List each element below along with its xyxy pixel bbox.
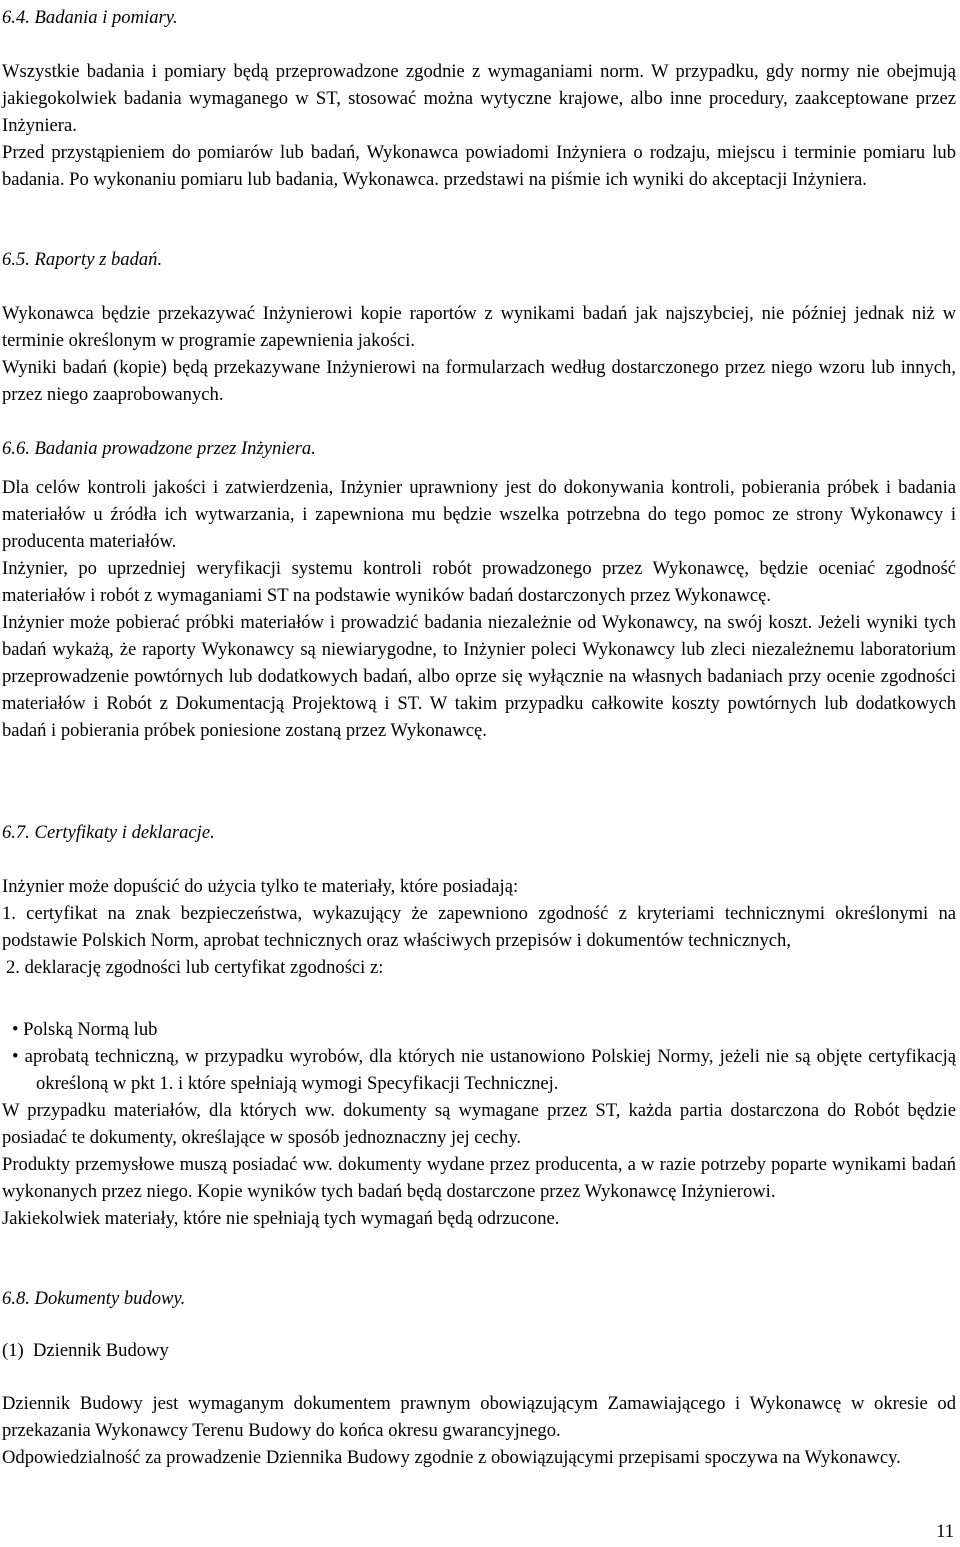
paragraph: W przypadku materiałów, dla których ww. dokumenty są wymagane przez ST, każda partia dostarczona do Robót będzie posiadać te dokumenty, określające w sposób jednoznaczny jej cechy.	[2, 1100, 956, 1148]
section-6-7-body	[2, 873, 956, 981]
section-6-7-bullets	[2, 1016, 956, 1232]
paragraph: Odpowiedzialność za prowadzenie Dziennika Budowy zgodnie z obowiązującymi przepisami spoczywa na Wykonawcy.	[2, 1447, 901, 1468]
section-heading: 6.7. Certyfikaty i deklaracje.	[2, 822, 215, 843]
bullet-item: • aprobatą techniczną, w przypadku wyrobów, dla których nie ustanowiono Polskiej Normy, jeżeli nie są objęte certyfikacją określoną w pkt 1. i które spełniają wymogi Specyfikacji Technicznej.	[12, 1046, 956, 1094]
paragraph: Produkty przemysłowe muszą posiadać ww. dokumenty wydane przez producenta, a w razie potrzeby poparte wynikami badań wykonanych przez niego. Kopie wyników tych badań będą dostarczone przez Wykonawcę Inżynierowi.	[2, 1154, 956, 1202]
paragraph: Inżynier może pobierać próbki materiałów i prowadzić badania niezależnie od Wykonawcy, na swój koszt. Jeżeli wyniki tych badań wykażą, że raporty Wykonawcy są niewiarygodne, to Inżynier poleci Wykonawcy lub zleci niezależnemu laboratorium przeprowadzenie powtórnych lub dodatkowych badań, albo oprze się wyłącznie na własnych badaniach przy ocenie zgodności materiałów i Robót z Dokumentacją Projektową i ST. W takim przypadku całkowite koszty powtórnych lub dodatkowych badań i pobierania próbek poniesione zostaną przez Wykonawcę.	[2, 612, 956, 741]
subsection-heading: (1) Dziennik Budowy	[2, 1340, 169, 1361]
section-6-5	[2, 246, 956, 273]
page-number: 11	[936, 1521, 954, 1542]
section-heading: 6.5. Raporty z badań.	[2, 249, 163, 270]
section-6-5-body	[2, 300, 956, 408]
section-heading: 6.4. Badania i pomiary.	[2, 7, 178, 28]
section-6-8-body	[2, 1390, 956, 1471]
paragraph: Jakiekolwiek materiały, które nie spełniają tych wymagań będą odrzucone.	[2, 1208, 560, 1229]
paragraph: Wszystkie badania i pomiary będą przeprowadzone zgodnie z wymaganiami norm. W przypadku, gdy normy nie obejmują jakiegokolwiek badania wymaganego w ST, stosować można wytyczne krajowe, albo inne procedury, zaakceptowane przez Inżyniera.	[2, 61, 956, 136]
section-6-4-body	[2, 58, 956, 193]
section-6-6-body	[2, 474, 956, 744]
section-6-7	[2, 819, 956, 846]
section-6-8	[2, 1285, 956, 1312]
paragraph: Przed przystąpieniem do pomiarów lub badań, Wykonawca powiadomi Inżyniera o rodzaju, miejscu i terminie pomiaru lub badania. Po wykonaniu pomiaru lub badania, Wykonawca. przedstawi na piśmie ich wyniki do akceptacji Inżyniera.	[2, 142, 956, 190]
paragraph: Wykonawca będzie przekazywać Inżynierowi kopie raportów z wynikami badań jak najszybciej, nie później jednak niż w terminie określonym w programie zapewnienia jakości.	[2, 303, 956, 351]
paragraph: Dla celów kontroli jakości i zatwierdzenia, Inżynier uprawniony jest do dokonywania kontroli, pobierania próbek i badania materiałów u źródła ich wytwarzania, i zapewniona mu będzie wszelka potrzebna do tego pomoc ze strony Wykonawcy i producenta materiałów.	[2, 477, 956, 552]
paragraph: Inżynier, po uprzedniej weryfikacji systemu kontroli robót prowadzonego przez Wykonawcę, będzie oceniać zgodność materiałów i robót z wymaganiami ST na podstawie wyników badań dostarczonych przez Wykonawcę.	[2, 558, 956, 606]
paragraph: Dziennik Budowy jest wymaganym dokumentem prawnym obowiązującym Zamawiającego i Wykonawcę w okresie od przekazania Wykonawcy Terenu Budowy do końca okresu gwarancyjnego.	[2, 1393, 956, 1441]
section-6-4	[2, 4, 956, 31]
list-item: 2. deklarację zgodności lub certyfikat zgodności z:	[6, 957, 384, 978]
paragraph: Inżynier może dopuścić do użycia tylko te materiały, które posiadają:	[2, 876, 519, 897]
section-heading: 6.6. Badania prowadzone przez Inżyniera.	[2, 438, 316, 459]
section-heading: 6.8. Dokumenty budowy.	[2, 1288, 186, 1309]
paragraph: Wyniki badań (kopie) będą przekazywane Inżynierowi na formularzach według dostarczonego przez niego wzoru lub innych, przez niego zaaprobowanych.	[2, 357, 956, 405]
bullet-item: • Polską Normą lub	[12, 1019, 158, 1040]
section-6-6	[2, 435, 956, 462]
section-6-8-sub	[2, 1337, 956, 1364]
list-item: 1. certyfikat na znak bezpieczeństwa, wykazujący że zapewniono zgodność z kryteriami technicznymi określonymi na podstawie Polskich Norm, aprobat technicznych oraz właściwych przepisów i dokumentów technicznych,	[2, 903, 956, 951]
